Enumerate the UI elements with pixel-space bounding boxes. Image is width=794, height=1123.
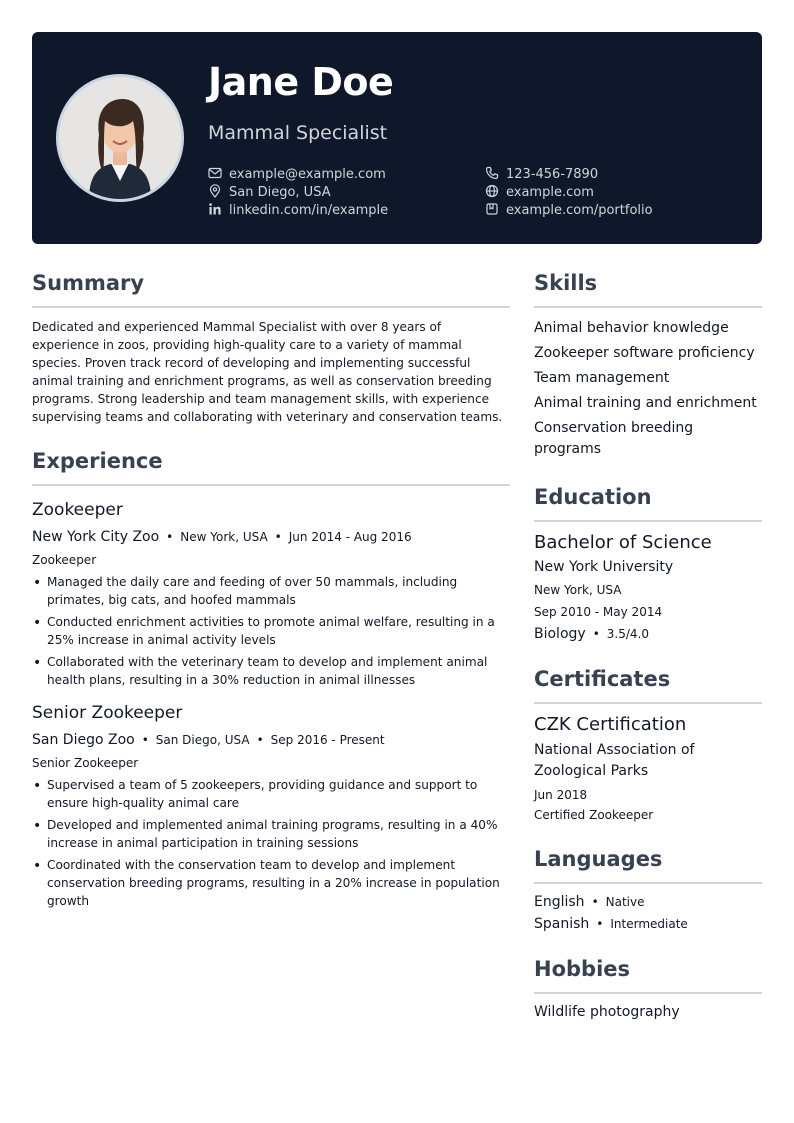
job-entry [32,500,510,689]
separator-dot: • [256,733,264,747]
job-dates: Sep 2016 - Present [270,733,385,747]
list-item: • Conducted enrichment activities to promote animal welfare, resulting in a 25% increase in animal activity levels [32,613,510,649]
contact-portfolio[interactable] [485,202,653,218]
job-role: Zookeeper [32,553,97,567]
section-divider [534,882,762,884]
section-divider [534,702,762,704]
list-item: • Collaborated with the veterinary team to develop and implement animal health plans, resulting in a 30% reduction in animal illnesses [32,653,510,689]
job-bullets [32,776,510,910]
contact-website[interactable] [485,184,594,200]
separator-dot: • [274,530,282,544]
certificate-date: Jun 2018 [534,788,588,802]
section-divider [534,306,762,308]
experience-heading: Experience [32,449,163,473]
candidate-name: Jane Doe [208,60,394,104]
job-location: New York, USA [180,530,268,544]
list-item: • Supervised a team of 5 zookeepers, providing guidance and support to ensure high-quality animal care [32,776,510,812]
language-name: Spanish [534,916,590,932]
linkedin-text: linkedin.com/in/example [229,203,389,218]
language-level: Native [605,895,645,909]
degree: Bachelor of Science [534,532,712,553]
sidebar-column [534,268,762,1042]
skills-list [534,318,762,460]
contact-linkedin[interactable] [208,202,388,218]
school: New York University [534,559,674,575]
list-item: Team management [534,370,670,386]
hobbies-heading: Hobbies [534,957,631,981]
section-divider [534,520,762,522]
mail-icon [208,166,222,180]
job-meta [32,529,510,545]
portfolio-icon [485,202,499,216]
globe-icon [485,184,499,198]
separator-dot: • [141,733,149,747]
job-title: Zookeeper [32,500,123,520]
location-text: San Diego, USA [229,185,331,200]
summary-text: Dedicated and experienced Mammal Specialist with over 8 years of experience in zoos, providing high-quality care to a variety of mammal species. Proven track record of developing and implementing successful animal training and enrichment programs, as well as conservation breeding programs. Strong leadership and team management skills, with experience supervising teams and collaborating with veterinary and conservation teams. [32,320,503,424]
education-field-line [534,626,762,642]
job-meta [32,732,510,748]
portfolio-text: example.com/portfolio [506,203,653,218]
summary-section [32,268,510,426]
linkedin-icon [208,202,222,216]
separator-dot: • [591,895,599,909]
separator-dot: • [592,627,600,641]
hobbies-section [534,954,762,1020]
job-entry [32,703,510,910]
field-of-study: Biology [534,626,586,642]
candidate-title: Mammal Specialist [208,122,388,144]
contact-phone[interactable] [485,166,598,182]
job-role: Senior Zookeeper [32,756,139,770]
contact-email[interactable] [208,166,386,182]
experience-section [32,446,510,910]
job-title: Senior Zookeeper [32,703,183,723]
education-section [534,482,762,642]
section-divider [534,992,762,994]
separator-dot: • [166,530,174,544]
certificate-detail: Certified Zookeeper [534,808,654,822]
languages-section [534,844,762,932]
list-item: • Developed and implemented animal training programs, resulting in a 40% increase in animal participation in training sessions [32,816,510,852]
job-company: New York City Zoo [32,529,160,545]
phone-text: 123-456-7890 [506,167,599,182]
certificate-name: CZK Certification [534,714,687,735]
education-dates: Sep 2010 - May 2014 [534,605,663,619]
language-entry [534,894,762,910]
list-item: Animal behavior knowledge [534,320,729,336]
phone-icon [485,166,499,180]
main-column [32,268,510,924]
certificate-issuer: National Association of Zoological Parks [534,742,695,779]
job-company: San Diego Zoo [32,732,135,748]
school-location: New York, USA [534,583,622,597]
education-heading: Education [534,485,652,509]
list-item: • Managed the daily care and feeding of over 50 mammals, including primates, big cats, and hoofed mammals [32,573,510,609]
section-divider [32,306,510,308]
language-name: English [534,894,585,910]
email-text: example@example.com [229,167,386,182]
map-pin-icon [208,184,222,198]
separator-dot: • [596,917,604,931]
language-level: Intermediate [610,917,688,931]
languages-heading: Languages [534,847,663,871]
certificates-heading: Certificates [534,667,671,691]
job-bullets [32,573,510,689]
skills-heading: Skills [534,271,598,295]
job-location: San Diego, USA [155,733,250,747]
certificates-section [534,664,762,822]
list-item: Conservation breeding programs [534,420,694,457]
summary-heading: Summary [32,271,145,295]
contact-location [208,184,331,200]
list-item: • Coordinated with the conservation team to develop and implement conservation breeding programs, resulting in a 20% increase in population growth [32,856,510,910]
hobby-item: Wildlife photography [534,1004,680,1020]
website-text: example.com [506,185,594,200]
skills-section [534,268,762,460]
list-item: Zookeeper software proficiency [534,345,755,361]
section-divider [32,484,510,486]
language-entry [534,916,762,932]
list-item: Animal training and enrichment [534,395,757,411]
gpa: 3.5/4.0 [606,627,649,641]
profile-photo [56,74,184,202]
job-dates: Jun 2014 - Aug 2016 [288,530,412,544]
resume-header [32,32,762,244]
